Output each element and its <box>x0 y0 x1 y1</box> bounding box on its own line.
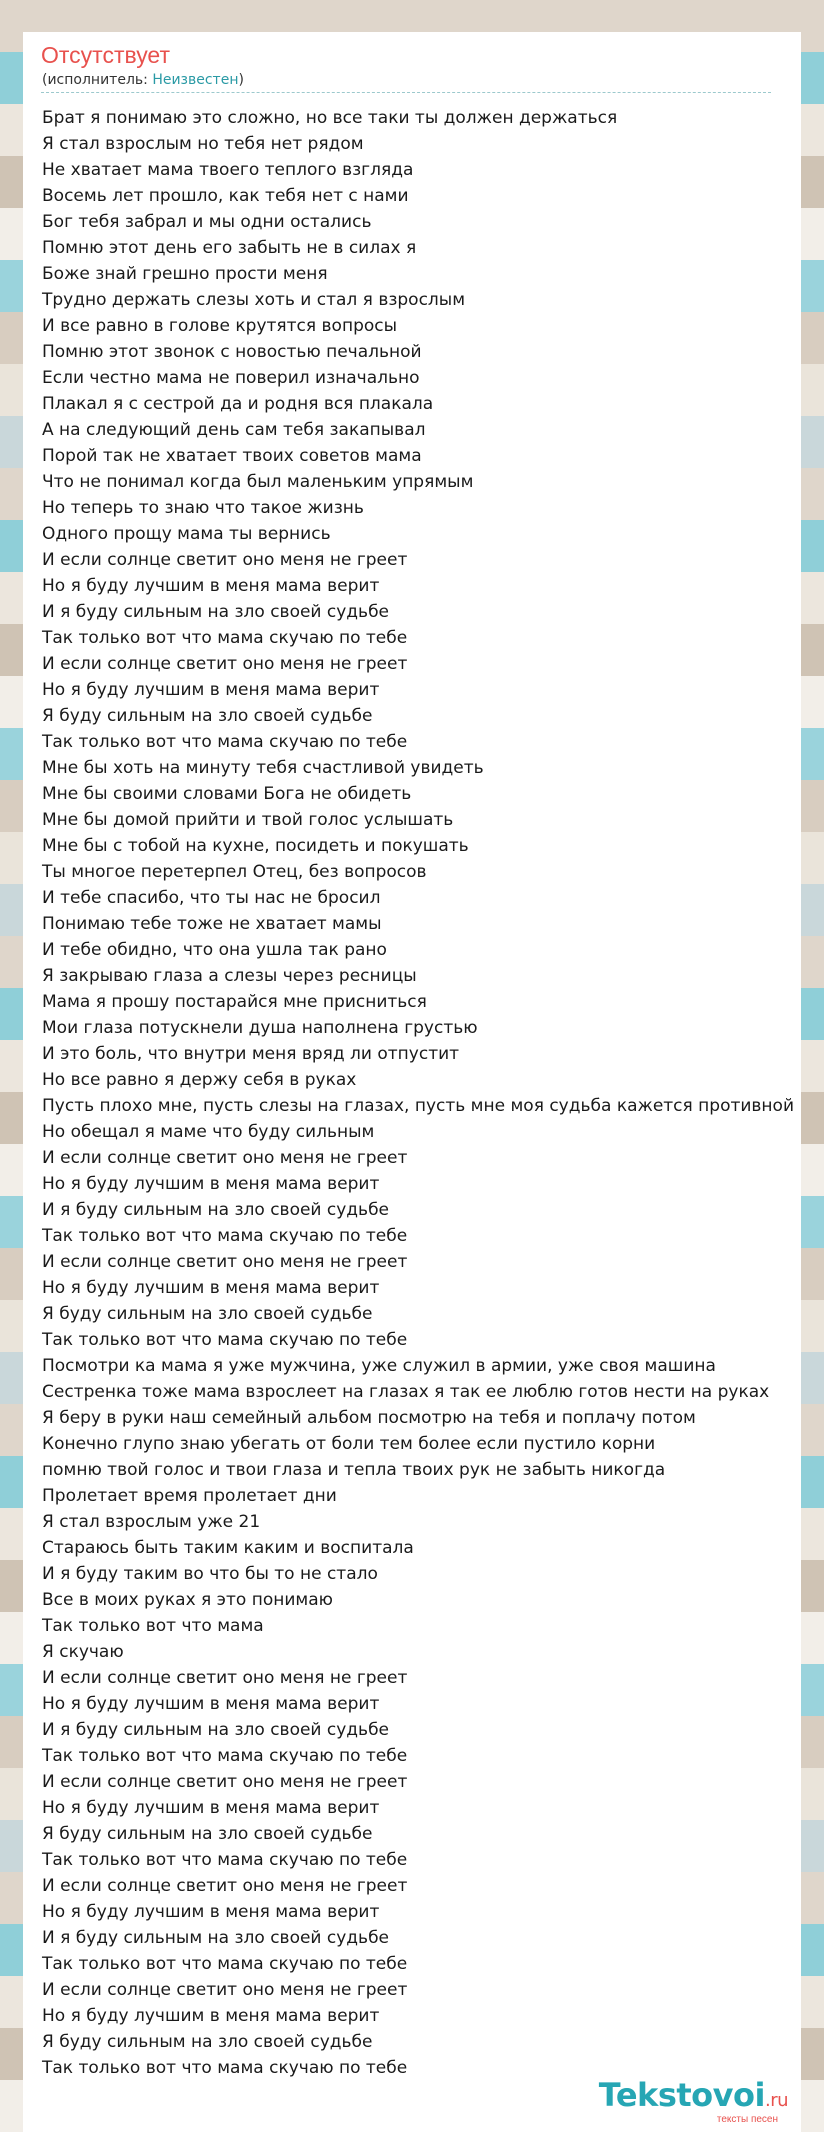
lyric-line: Но я буду лучшим в меня мама верит <box>42 2006 380 2026</box>
lyric-line: Я беру в руки наш семейный альбом посмотрю на тебя и поплачу потом <box>42 1408 696 1428</box>
lyric-line: Так только вот что мама скучаю по тебе <box>42 1330 408 1350</box>
logo-tagline: тексты песен <box>716 2114 778 2125</box>
lyric-line: И я буду сильным на зло своей судьбе <box>42 1720 390 1740</box>
lyric-line: Так только вот что мама скучаю по тебе <box>42 1226 408 1246</box>
lyric-line: Мои глаза потускнели душа наполнена грустью <box>42 1018 478 1038</box>
lyric-line: И тебе обидно, что она ушла так рано <box>42 940 387 960</box>
performer-prefix: (исполнитель: <box>42 72 153 88</box>
lyric-line: Мама я прошу постарайся мне присниться <box>42 992 427 1012</box>
lyric-line: Пусть плохо мне, пусть слезы на глазах, пусть мне моя судьба кажется противной <box>42 1096 795 1116</box>
lyric-line: Помню этот день его забыть не в силах я <box>42 238 417 258</box>
lyric-line: Я закрываю глаза а слезы через ресницы <box>42 966 417 986</box>
lyric-line: Пролетает время пролетает дни <box>42 1486 337 1506</box>
lyric-line: Я буду сильным на зло своей судьбе <box>42 706 373 726</box>
lyric-line: Так только вот что мама <box>42 1616 264 1636</box>
lyric-line: Боже знай грешно прости меня <box>42 264 328 284</box>
lyric-line: И если солнце светит оно меня не греет <box>42 550 408 570</box>
lyric-line: Не хватает мама твоего теплого взгляда <box>42 160 414 180</box>
lyric-line: Трудно держать слезы хоть и стал я взрослым <box>42 290 466 310</box>
lyric-line: Но я буду лучшим в меня мама верит <box>42 1798 380 1818</box>
lyric-line: Но я буду лучшим в меня мама верит <box>42 1278 380 1298</box>
lyric-line: Так только вот что мама скучаю по тебе <box>42 628 408 648</box>
lyric-line: И все равно в голове крутятся вопросы <box>42 316 398 336</box>
logo-name: Tekstovoi <box>598 2076 765 2114</box>
lyric-line: Но я буду лучшим в меня мама верит <box>42 1174 380 1194</box>
lyric-line: Ты многое перетерпел Отец, без вопросов <box>42 862 427 882</box>
lyric-line: Порой так не хватает твоих советов мама <box>42 446 422 466</box>
lyric-line: Плакал я с сестрой да и родня вся плакала <box>42 394 434 414</box>
lyric-line: Но я буду лучшим в меня мама верит <box>42 1902 380 1922</box>
lyric-line: И я буду сильным на зло своей судьбе <box>42 1928 390 1948</box>
lyric-line: Так только вот что мама скучаю по тебе <box>42 1954 408 1974</box>
lyric-line: Восемь лет прошло, как тебя нет с нами <box>42 186 409 206</box>
lyric-line: И если солнце светит оно меня не греет <box>42 654 408 674</box>
lyric-line: Я буду сильным на зло своей судьбе <box>42 2032 373 2052</box>
lyric-line: И я буду сильным на зло своей судьбе <box>42 602 390 622</box>
lyric-line: Если честно мама не поверил изначально <box>42 368 420 388</box>
lyric-line: Стараюсь быть таким каким и воспитала <box>42 1538 414 1558</box>
lyric-line: Я скучаю <box>42 1642 124 1662</box>
lyric-line: Так только вот что мама скучаю по тебе <box>42 1850 408 1870</box>
lyric-line: Но я буду лучшим в меня мама верит <box>42 576 380 596</box>
lyric-line: Я стал взрослым уже 21 <box>42 1512 261 1532</box>
lyric-line: Но я буду лучшим в меня мама верит <box>42 1694 380 1714</box>
lyric-line: И я буду таким во что бы то не стало <box>42 1564 378 1584</box>
logo-wordmark <box>599 2076 788 2114</box>
lyric-line: Но обещал я маме что буду сильным <box>42 1122 375 1142</box>
lyric-line: Мне бы с тобой на кухне, посидеть и покушать <box>42 836 469 856</box>
performer-line <box>42 72 244 88</box>
lyric-line: Я стал взрослым но тебя нет рядом <box>42 134 364 154</box>
lyric-line: Конечно глупо знаю убегать от боли тем более если пустило корни <box>42 1434 656 1454</box>
lyrics-sheet <box>23 32 801 2132</box>
lyric-line: Мне бы домой прийти и твой голос услышать <box>42 810 454 830</box>
lyric-line: И я буду сильным на зло своей судьбе <box>42 1200 390 1220</box>
lyric-line: И тебе спасибо, что ты нас не бросил <box>42 888 381 908</box>
lyric-line: И если солнце светит оно меня не греет <box>42 1772 408 1792</box>
lyric-line: Так только вот что мама скучаю по тебе <box>42 2058 408 2078</box>
site-logo[interactable] <box>598 2076 816 2125</box>
lyric-line: помню твой голос и твои глаза и тепла твоих рук не забыть никогда <box>42 1460 666 1480</box>
lyric-line: Сестренка тоже мама взрослеет на глазах я так ее люблю готов нести на руках <box>42 1382 770 1402</box>
lyric-line: Одного прощу мама ты вернись <box>42 524 331 544</box>
lyric-line: Посмотри ка мама я уже мужчина, уже служил в армии, уже своя машина <box>42 1356 716 1376</box>
lyric-line: Так только вот что мама скучаю по тебе <box>42 732 408 752</box>
lyric-line: Я буду сильным на зло своей судьбе <box>42 1824 373 1844</box>
lyric-line: Мне бы своими словами Бога не обидеть <box>42 784 412 804</box>
lyric-line: Так только вот что мама скучаю по тебе <box>42 1746 408 1766</box>
lyric-line: Но все равно я держу себя в руках <box>42 1070 357 1090</box>
logo-tld: .ru <box>764 2090 788 2111</box>
lyric-line: Я буду сильным на зло своей судьбе <box>42 1304 373 1324</box>
song-title: Отсутствует <box>41 42 170 68</box>
header-divider <box>41 92 771 93</box>
lyrics-body <box>42 105 801 2081</box>
performer-suffix: ) <box>238 72 244 88</box>
lyric-line: И если солнце светит оно меня не греет <box>42 1980 408 2000</box>
lyric-line: Брат я понимаю это сложно, но все таки ты должен держаться <box>42 108 618 128</box>
lyric-line: Мне бы хоть на минуту тебя счастливой увидеть <box>42 758 484 778</box>
lyric-line: Помню этот звонок с новостью печальной <box>42 342 422 362</box>
lyric-line: Но теперь то знаю что такое жизнь <box>42 498 364 518</box>
lyric-line: Все в моих руках я это понимаю <box>42 1590 333 1610</box>
lyric-line: И если солнце светит оно меня не греет <box>42 1876 408 1896</box>
lyric-line: Но я буду лучшим в меня мама верит <box>42 680 380 700</box>
lyric-line: Понимаю тебе тоже не хватает мамы <box>42 914 382 934</box>
lyric-line: И если солнце светит оно меня не греет <box>42 1668 408 1688</box>
lyric-line: И это боль, что внутри меня вряд ли отпустит <box>42 1044 460 1064</box>
lyric-line: И если солнце светит оно меня не греет <box>42 1148 408 1168</box>
lyric-line: Бог тебя забрал и мы одни остались <box>42 212 372 232</box>
lyric-line: Что не понимал когда был маленьким упрямым <box>42 472 474 492</box>
lyric-line: А на следующий день сам тебя закапывал <box>42 420 426 440</box>
performer-link[interactable]: Неизвестен <box>152 72 239 88</box>
lyric-line: И если солнце светит оно меня не греет <box>42 1252 408 1272</box>
